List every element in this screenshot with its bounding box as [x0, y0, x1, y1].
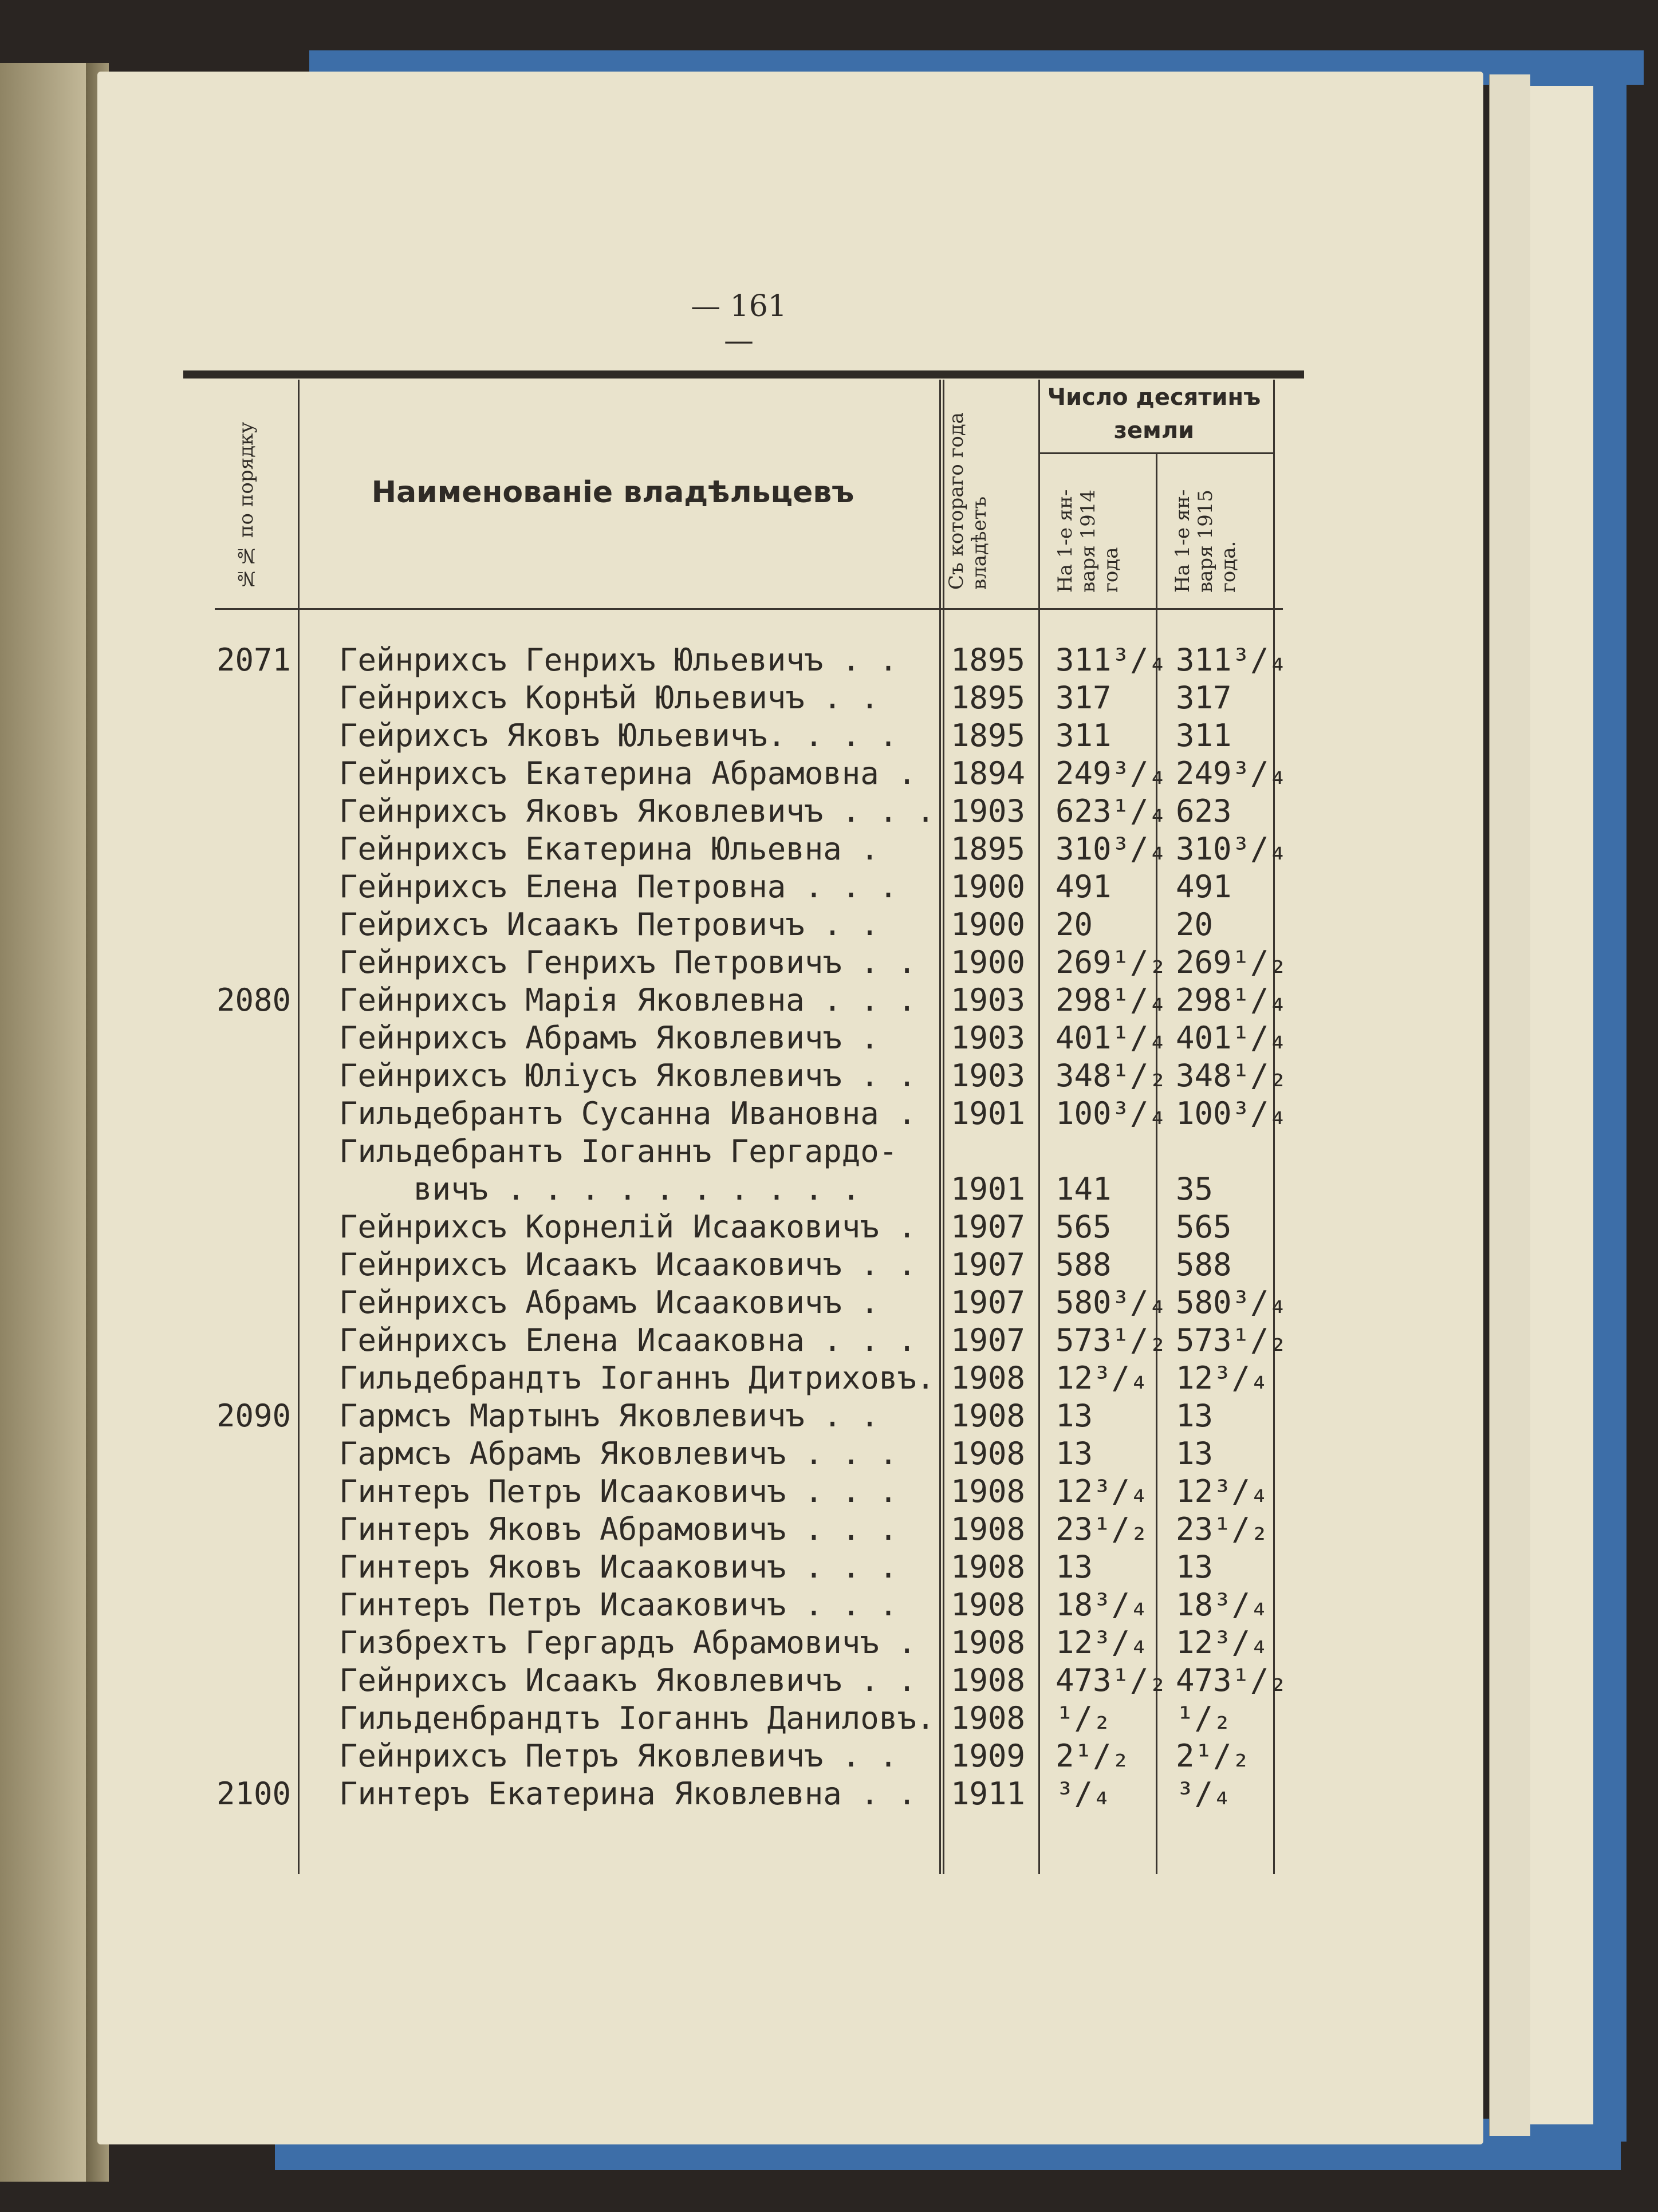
land-1914: 491	[1056, 869, 1112, 905]
table-row	[0, 1246, 1317, 1284]
since-year: 1907	[951, 1209, 1026, 1245]
since-year: 1900	[951, 906, 1026, 943]
owner-name: Гейнрихсъ Юліусъ Яковлевичъ . .	[339, 1058, 916, 1094]
land-1914: 401¹/₄	[1056, 1020, 1168, 1056]
land-1915: ³/₄	[1176, 1776, 1232, 1812]
land-1915: 310³/₄	[1176, 831, 1288, 867]
land-1914: 2¹/₂	[1056, 1738, 1131, 1774]
owner-name: Гейнрихсъ Яковъ Яковлевичъ . . .	[339, 793, 935, 829]
since-year: 1908	[951, 1511, 1026, 1547]
since-year: 1895	[951, 717, 1026, 754]
land-1915: 12³/₄	[1176, 1473, 1269, 1509]
owner-name: Гинтеръ Яковъ Абрамовичъ . . .	[339, 1511, 898, 1547]
land-1914: 310³/₄	[1056, 831, 1168, 867]
table-row	[0, 868, 1317, 906]
owner-name: Гейнрихсъ Петръ Яковлевичъ . .	[339, 1738, 898, 1774]
since-year: 1908	[951, 1700, 1026, 1736]
since-year: 1908	[951, 1360, 1026, 1396]
owner-name: Гармсъ Абрамъ Яковлевичъ . . .	[339, 1436, 898, 1472]
table-row	[0, 717, 1317, 755]
table-row	[0, 1662, 1317, 1700]
land-1914: 311³/₄	[1056, 642, 1168, 678]
row-number: 2071	[216, 642, 292, 678]
land-1914: ¹/₂	[1056, 1700, 1112, 1736]
table-row	[0, 1473, 1317, 1511]
land-1915: 100³/₄	[1176, 1095, 1288, 1131]
since-year: 1908	[951, 1625, 1026, 1661]
table-row	[0, 679, 1317, 717]
owner-name: Гейнрихсъ Генрихъ Петровичъ . .	[339, 944, 916, 980]
owner-name: Гейнрихсъ Елена Петровна . . .	[339, 869, 898, 905]
table-row	[0, 944, 1317, 981]
owner-name: Гейнрихсъ Абрамъ Исааковичъ .	[339, 1284, 879, 1320]
owner-name: Гейнрихсъ Исаакъ Яковлевичъ . .	[339, 1662, 916, 1698]
table-row	[0, 641, 1317, 679]
table-row	[0, 1435, 1317, 1473]
owner-name: Гейнрихсъ Екатерина Абрамовна .	[339, 755, 916, 791]
since-year: 1908	[951, 1436, 1026, 1472]
land-1915: 588	[1176, 1247, 1232, 1283]
owner-name: Гейнрихсъ Елена Исааковна . . .	[339, 1322, 916, 1358]
owner-name: вичъ . . . . . . . . . .	[339, 1171, 861, 1207]
land-1915: 12³/₄	[1176, 1625, 1269, 1661]
header-since: Съ котораго года владѣетъ	[945, 412, 991, 590]
header-bottom-rule	[215, 608, 1283, 610]
land-1914: 317	[1056, 680, 1112, 716]
since-year: 1901	[951, 1095, 1026, 1131]
owner-name: Гинтеръ Яковъ Исааковичъ . . .	[339, 1549, 898, 1585]
land-1915: 311	[1176, 717, 1232, 754]
page-number: — 161 —	[691, 289, 787, 358]
owner-name: Гинтеръ Екатерина Яковлевна . .	[339, 1776, 916, 1812]
since-year: 1903	[951, 793, 1026, 829]
land-1915: 13	[1176, 1398, 1214, 1434]
land-1915: 18³/₄	[1176, 1587, 1269, 1623]
header-1915: На 1-е ян-варя 1915 года.	[1171, 489, 1240, 593]
table-row	[0, 1322, 1317, 1359]
table-row	[0, 1397, 1317, 1435]
table-row	[0, 1284, 1317, 1322]
land-1915: 269¹/₂	[1176, 944, 1288, 980]
table-row	[0, 1208, 1317, 1246]
land-1914: 269¹/₂	[1056, 944, 1168, 980]
since-year: 1895	[951, 680, 1026, 716]
header-1914: На 1-е ян-варя 1914 года	[1054, 489, 1123, 593]
land-1915: 2¹/₂	[1176, 1738, 1251, 1774]
land-1914: ³/₄	[1056, 1776, 1112, 1812]
table-row	[0, 1700, 1317, 1737]
land-1915: 473¹/₂	[1176, 1662, 1288, 1698]
table-row	[0, 1737, 1317, 1775]
header-land: Число десятинъ земли	[1047, 384, 1261, 444]
land-1914: 573¹/₂	[1056, 1322, 1168, 1358]
since-year: 1908	[951, 1587, 1026, 1623]
land-1914: 565	[1056, 1209, 1112, 1245]
row-number: 2090	[216, 1398, 292, 1434]
land-1914: 249³/₄	[1056, 755, 1168, 791]
land-1914: 298¹/₄	[1056, 982, 1168, 1018]
land-1914: 580³/₄	[1056, 1284, 1168, 1320]
row-number: 2100	[216, 1776, 292, 1812]
since-year: 1908	[951, 1398, 1026, 1434]
header-name: Наименованіе владѣльцевъ	[371, 475, 854, 510]
page-edge-stack	[1489, 74, 1530, 2136]
land-1914: 100³/₄	[1056, 1095, 1168, 1131]
land-1915: 573¹/₂	[1176, 1322, 1288, 1358]
land-1914: 13	[1056, 1436, 1093, 1472]
owner-name: Гейнрихсъ Генрихъ Юльевичъ . .	[339, 642, 898, 678]
since-year: 1908	[951, 1662, 1026, 1698]
land-1915: 35	[1176, 1171, 1214, 1207]
since-year: 1895	[951, 642, 1026, 678]
land-1915: 317	[1176, 680, 1232, 716]
table-row	[0, 981, 1317, 1019]
land-1914: 473¹/₂	[1056, 1662, 1168, 1698]
owner-name: Гейнрихсъ Исаакъ Исааковичъ . .	[339, 1247, 916, 1283]
table-row	[0, 1019, 1317, 1057]
since-year: 1903	[951, 982, 1026, 1018]
owner-name: Гейнрихсъ Абрамъ Яковлевичъ .	[339, 1020, 879, 1056]
land-1915: 20	[1176, 906, 1214, 943]
since-year: 1909	[951, 1738, 1026, 1774]
land-1914: 141	[1056, 1171, 1112, 1207]
table-row	[0, 1624, 1317, 1662]
owner-name: Гильдебрантъ Іоганнъ Гергардо-	[339, 1133, 898, 1169]
since-year: 1895	[951, 831, 1026, 867]
land-1915: 580³/₄	[1176, 1284, 1288, 1320]
land-1915: 565	[1176, 1209, 1232, 1245]
table-row	[0, 1095, 1317, 1133]
land-1915: 348¹/₂	[1176, 1058, 1288, 1094]
since-year: 1911	[951, 1776, 1026, 1812]
since-year: 1903	[951, 1058, 1026, 1094]
table-row	[0, 1359, 1317, 1397]
land-1915: 623	[1176, 793, 1232, 829]
land-1915: 491	[1176, 869, 1232, 905]
land-1915: 13	[1176, 1549, 1214, 1585]
land-1915: 12³/₄	[1176, 1360, 1269, 1396]
since-year: 1907	[951, 1247, 1026, 1283]
owner-name: Гейнрихсъ Марія Яковлевна . . .	[339, 982, 916, 1018]
since-year: 1907	[951, 1284, 1026, 1320]
table-row	[0, 1586, 1317, 1624]
owner-name: Гизбрехтъ Гергардъ Абрамовичъ .	[339, 1625, 916, 1661]
owner-name: Гейнрихсъ Екатерина Юльевна .	[339, 831, 879, 867]
table-row	[0, 1775, 1317, 1813]
owner-name: Гинтеръ Петръ Исааковичъ . . .	[339, 1473, 898, 1509]
owner-name: Гармсъ Мартынъ Яковлевичъ . .	[339, 1398, 879, 1434]
owner-name: Гинтеръ Петръ Исааковичъ . . .	[339, 1587, 898, 1623]
land-1915: 23¹/₂	[1176, 1511, 1269, 1547]
land-1914: 12³/₄	[1056, 1473, 1149, 1509]
land-1915: 401¹/₄	[1176, 1020, 1288, 1056]
owner-name: Гейнрихсъ Корнелій Исааковичъ .	[339, 1209, 916, 1245]
land-1914: 18³/₄	[1056, 1587, 1149, 1623]
land-1914: 13	[1056, 1549, 1093, 1585]
table-row	[0, 1170, 1317, 1208]
owner-name: Гильдебрантъ Сусанна Ивановна .	[339, 1095, 916, 1131]
land-1915: 249³/₄	[1176, 755, 1288, 791]
table-row	[0, 1511, 1317, 1548]
land-1914: 12³/₄	[1056, 1360, 1149, 1396]
land-1914: 20	[1056, 906, 1093, 943]
land-1914: 12³/₄	[1056, 1625, 1149, 1661]
table-row	[0, 1133, 1317, 1170]
since-year: 1901	[951, 1171, 1026, 1207]
land-1914: 13	[1056, 1398, 1093, 1434]
land-1914: 623¹/₄	[1056, 793, 1168, 829]
land-1914: 23¹/₂	[1056, 1511, 1149, 1547]
land-1915: 298¹/₄	[1176, 982, 1288, 1018]
since-year: 1894	[951, 755, 1026, 791]
owner-name: Гильдебрандтъ Іоганнъ Дитриховъ.	[339, 1360, 935, 1396]
table-row	[0, 830, 1317, 868]
land-1914: 311	[1056, 717, 1112, 754]
owner-name: Гильденбрандтъ Іоганнъ Даниловъ.	[339, 1700, 935, 1736]
owner-name: Гейнрихсъ Корнѣй Юльевичъ . .	[339, 680, 879, 716]
header-order: №№ по порядку	[235, 421, 258, 590]
table-row	[0, 1057, 1317, 1095]
since-year: 1907	[951, 1322, 1026, 1358]
table-row	[0, 792, 1317, 830]
land-1915: ¹/₂	[1176, 1700, 1232, 1736]
since-year: 1908	[951, 1549, 1026, 1585]
top-rule	[183, 370, 1304, 378]
land-1914: 588	[1056, 1247, 1112, 1283]
page-edge-stack	[1523, 86, 1593, 2124]
since-year: 1903	[951, 1020, 1026, 1056]
land-1914: 348¹/₂	[1056, 1058, 1168, 1094]
table-row	[0, 1548, 1317, 1586]
owner-name: Гейрихсъ Исаакъ Петровичъ . .	[339, 906, 879, 943]
row-number: 2080	[216, 982, 292, 1018]
table-row	[0, 906, 1317, 944]
table-row	[0, 755, 1317, 792]
since-year: 1900	[951, 869, 1026, 905]
since-year: 1908	[951, 1473, 1026, 1509]
land-1915: 311³/₄	[1176, 642, 1288, 678]
since-year: 1900	[951, 944, 1026, 980]
land-1915: 13	[1176, 1436, 1214, 1472]
owner-name: Гейрихсъ Яковъ Юльевичъ. . . .	[339, 717, 898, 754]
